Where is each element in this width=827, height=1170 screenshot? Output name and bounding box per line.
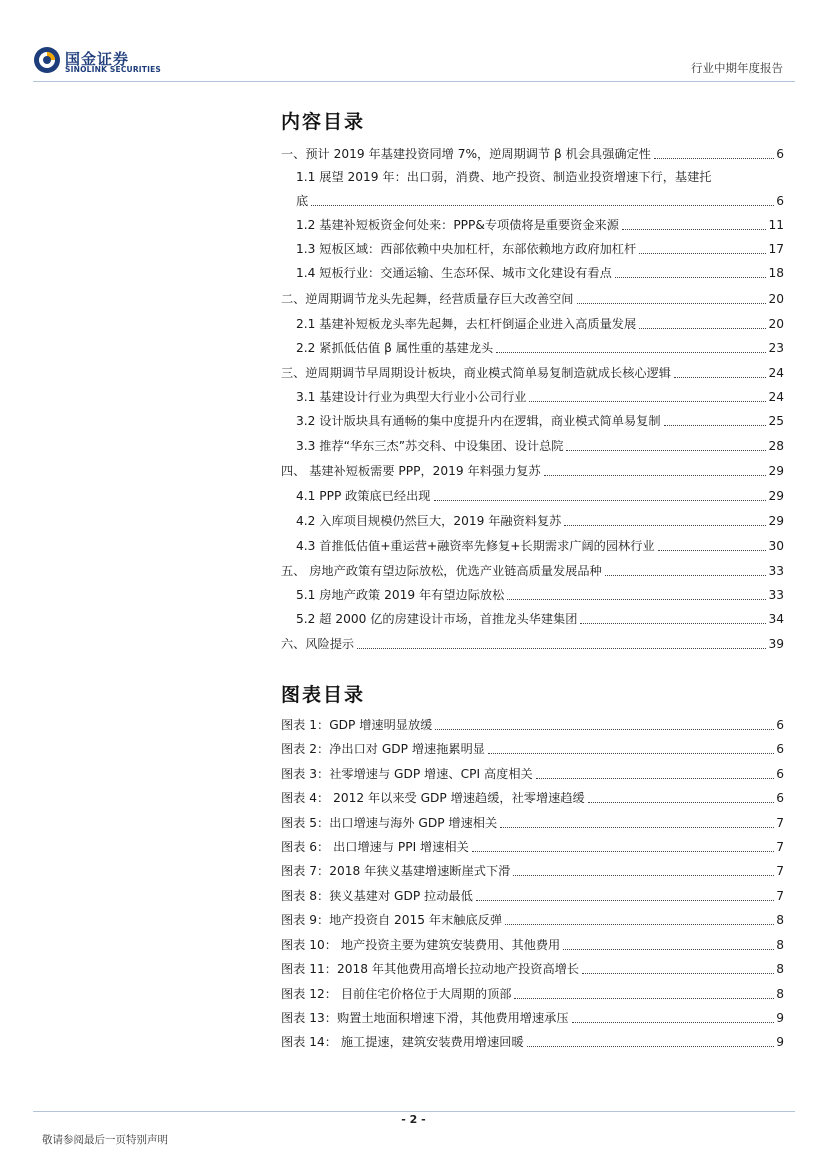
toc-entry[interactable]: 2.2 紧抓低估值 β 属性重的基建龙头 23 [296, 341, 784, 355]
page-header [0, 0, 827, 90]
toc-entry[interactable]: 三、逆周期调节早周期设计板块，商业模式简单易复制造就成长核心逻辑 24 [281, 366, 784, 380]
toc-entry[interactable]: 二、逆周期调节龙头先起舞，经营质量存巨大改善空间 20 [281, 292, 784, 306]
figures-title: 图表目录 [281, 684, 366, 706]
figure-entry[interactable]: 图表 2：净出口对 GDP 增速拖累明显 6 [281, 742, 784, 756]
figure-entry[interactable]: 图表 1：GDP 增速明显放缓 6 [281, 718, 784, 732]
toc-entry[interactable]: 2.1 基建补短板龙头率先起舞，去杠杆倒逼企业进入高质量发展 20 [296, 317, 784, 331]
logo-text-en: SINOLINK SECURITIES [65, 65, 162, 74]
toc-entry[interactable]: 六、风险提示 39 [281, 637, 784, 651]
figure-entry[interactable]: 图表 3：社零增速与 GDP 增速、CPI 高度相关 6 [281, 767, 784, 781]
figure-entry[interactable]: 图表 11：2018 年其他费用高增长拉动地产投资高增长 8 [281, 962, 784, 976]
toc-entry[interactable]: 4.3 首推低估值+重运营+融资率先修复+长期需求广阔的园林行业 30 [296, 539, 784, 553]
figure-entry[interactable]: 图表 8：狭义基建对 GDP 拉动最低 7 [281, 889, 784, 903]
logo-mark-icon [33, 46, 61, 74]
toc-entry[interactable]: 1.3 短板区域：西部依赖中央加杠杆，东部依赖地方政府加杠杆 17 [296, 242, 784, 256]
header-divider [33, 81, 795, 82]
figure-entry[interactable]: 图表 5：出口增速与海外 GDP 增速相关 7 [281, 816, 784, 830]
toc-entry[interactable]: 1.2 基建补短板资金何处来：PPP&专项债将是重要资金来源 11 [296, 218, 784, 232]
toc-entry[interactable]: 5.2 超 2000 亿的房建设计市场，首推龙头华建集团 34 [296, 612, 784, 626]
toc-entry[interactable]: 3.3 推荐“华东三杰”苏交科、中设集团、设计总院 28 [296, 439, 784, 453]
report-type-label: 行业中期年度报告 [691, 61, 783, 75]
figure-entry[interactable]: 图表 9：地产投资自 2015 年末触底反弹 8 [281, 913, 784, 927]
company-logo [33, 46, 163, 78]
toc-entry[interactable]: 底 6 [296, 194, 784, 208]
figure-entry[interactable]: 图表 12： 目前住宅价格位于大周期的顶部 8 [281, 987, 784, 1001]
footer-divider [33, 1111, 795, 1112]
logo-text-cn: 国金证券 [65, 50, 130, 68]
toc-entry[interactable]: 4.1 PPP 政策底已经出现 29 [296, 489, 784, 503]
toc-entry[interactable]: 5.1 房地产政策 2019 年有望边际放松 33 [296, 588, 784, 602]
page-number: - 2 - [401, 1113, 426, 1126]
toc-entry[interactable]: 五、 房地产政策有望边际放松，优选产业链高质量发展品种 33 [281, 564, 784, 578]
figure-entry[interactable]: 图表 6： 出口增速与 PPI 增速相关 7 [281, 840, 784, 854]
toc-title: 内容目录 [281, 111, 366, 133]
figure-entry[interactable]: 图表 14： 施工提速，建筑安装费用增速回暖 9 [281, 1035, 784, 1049]
toc-entry[interactable]: 3.1 基建设计行业为典型大行业小公司行业 24 [296, 390, 784, 404]
toc-entry[interactable]: 一、预计 2019 年基建投资同增 7%，逆周期调节 β 机会具强确定性 6 [281, 147, 784, 161]
toc-entry[interactable]: 四、 基建补短板需要 PPP，2019 年料强力复苏 29 [281, 464, 784, 478]
figure-entry[interactable]: 图表 4： 2012 年以来受 GDP 增速趋缓，社零增速趋缓 6 [281, 791, 784, 805]
disclaimer-text: 敬请参阅最后一页特别声明 [42, 1134, 168, 1146]
toc-entry[interactable]: 3.2 设计版块具有通畅的集中度提升内在逻辑，商业模式简单易复制 25 [296, 414, 784, 428]
toc-entry[interactable]: 4.2 入库项目规模仍然巨大，2019 年融资料复苏 29 [296, 514, 784, 528]
figure-entry[interactable]: 图表 7：2018 年狭义基建增速断崖式下滑 7 [281, 864, 784, 878]
toc-entry[interactable]: 1.4 短板行业：交通运输、生态环保、城市文化建设有看点 18 [296, 266, 784, 280]
figure-entry[interactable]: 图表 13：购置土地面积增速下滑，其他费用增速承压 9 [281, 1011, 784, 1025]
toc-entry-line1[interactable]: 1.1 展望 2019 年：出口弱，消费、地产投资、制造业投资增速下行，基建托 [296, 170, 712, 184]
figure-entry[interactable]: 图表 10： 地产投资主要为建筑安装费用、其他费用 8 [281, 938, 784, 952]
